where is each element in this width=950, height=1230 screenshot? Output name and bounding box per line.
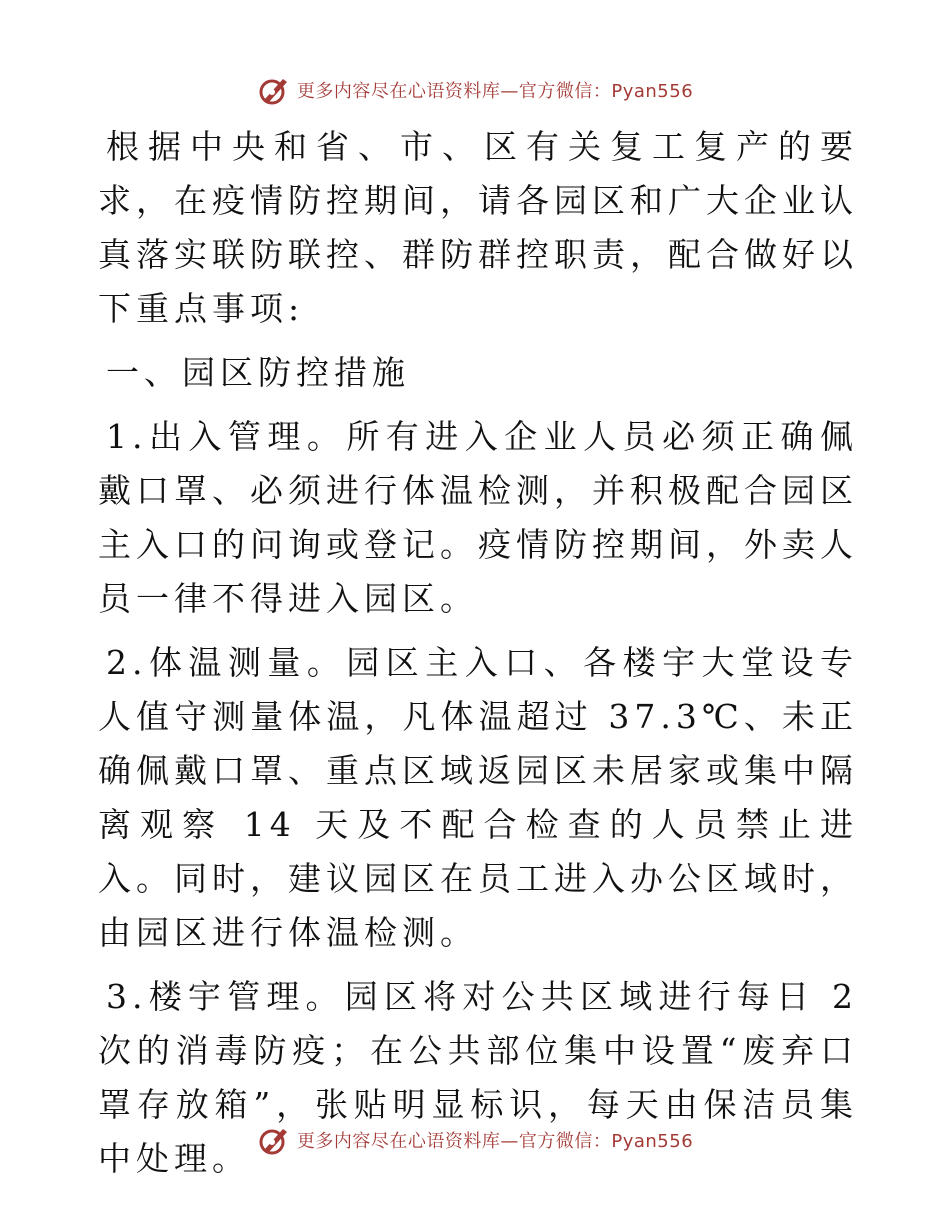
header-banner [0, 70, 950, 110]
document-body [98, 120, 858, 1196]
pen-logo-icon [257, 1123, 291, 1157]
list-item: 3.楼宇管理。园区将对公共区域进行每日 2 次的消毒防疫；在公共部位集中设置“废弃口罩存放箱”，张贴明显标识，每天由保洁员集中处理。 [98, 977, 858, 1178]
list-item: 2.体温测量。园区主入口、各楼宇大堂设专人值守测量体温，凡体温超过 37.3℃、未正确佩戴口罩、重点区域返园区未居家或集中隔离观察 14 天及不配合检查的人员禁止进入。同时，建议园区在员工进入办公区域时，由园区进行体温检测。 [98, 643, 858, 952]
banner-text: 更多内容尽在心语资料库—官方微信：Pyan556 [296, 1131, 694, 1152]
list-item: 1.出入管理。所有进入企业人员必须正确佩戴口罩、必须进行体温检测，并积极配合园区主入口的问询或登记。疫情防控期间，外卖人员一律不得进入园区。 [98, 417, 858, 618]
banner-text: 更多内容尽在心语资料库—官方微信：Pyan556 [296, 81, 694, 102]
footer-banner [0, 1120, 950, 1160]
section-heading: 一、园区防控措施 [106, 353, 410, 392]
intro-paragraph: 根据中央和省、市、区有关复工复产的要求，在疫情防控期间，请各园区和广大企业认真落实联防联控、群防群控职责，配合做好以下重点事项: [98, 127, 858, 328]
pen-logo-icon [257, 73, 291, 107]
